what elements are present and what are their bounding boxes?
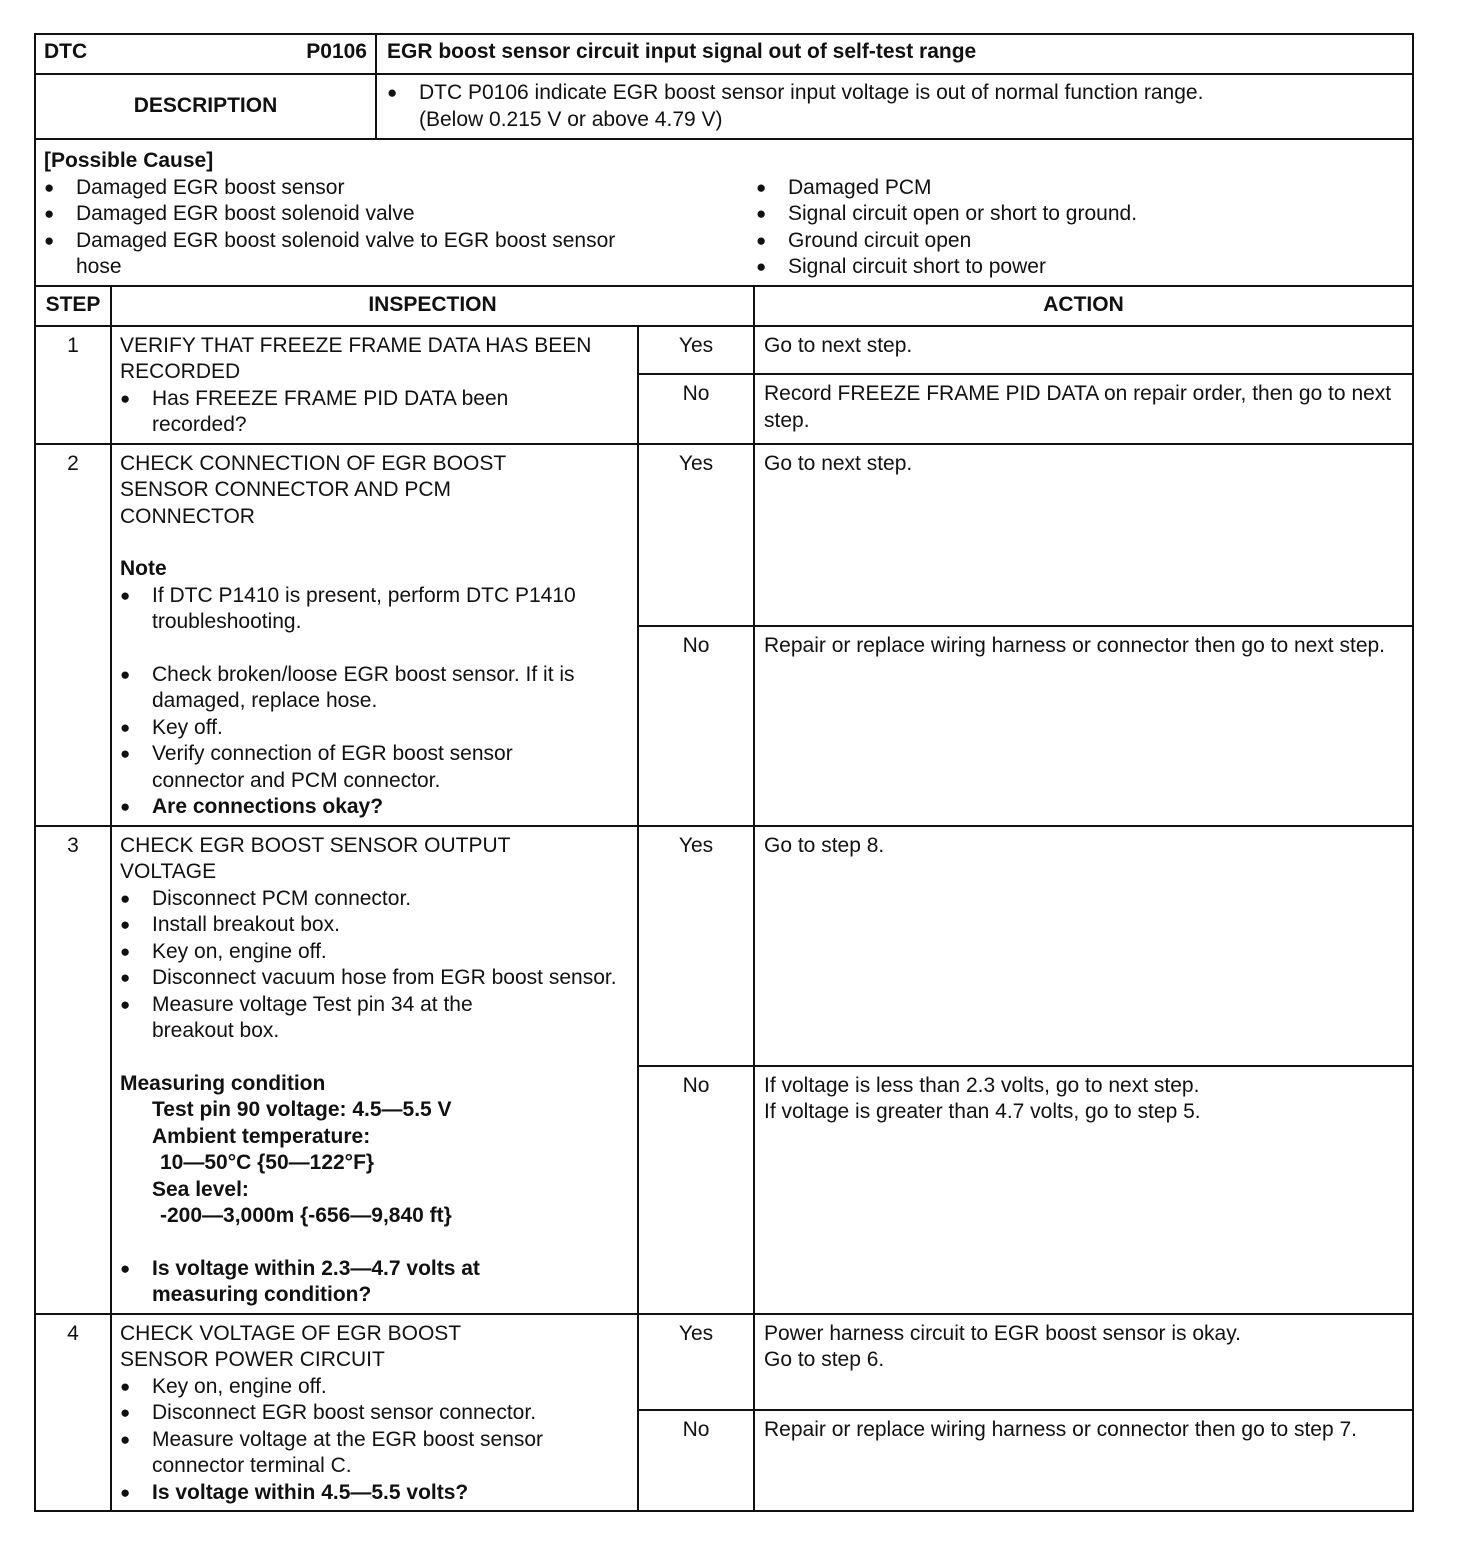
bullet-icon: ● [756,177,767,197]
bullet-icon: ● [44,230,55,250]
description-text [376,74,1413,139]
step-row [35,1314,1413,1410]
possible-cause [35,139,1413,286]
inspection-item: Install breakout box. [152,913,340,936]
yes-action-line-2: Go to step 6. [764,1348,885,1371]
column-inspection: INSPECTION [111,286,754,326]
inspection-question: Are connections okay? [152,795,384,818]
no-label: No [638,1066,754,1314]
bullet-icon: ● [120,744,131,763]
step-row [35,326,1413,375]
no-action: Record FREEZE FRAME PID DATA on repair order, then go to next step. [754,374,1413,443]
possible-cause-heading: [Possible Cause] [44,149,214,172]
inspection-item: Key on, engine off. [152,939,327,963]
cause-item: Signal circuit short to power [788,255,1046,278]
bullet-icon: ● [756,257,767,276]
no-action-line-1: If voltage is less than 2.3 volts, go to next step. [764,1073,1200,1097]
bullet-icon: ● [120,1376,131,1396]
no-action [754,1066,1413,1314]
yes-action: Go to next step. [754,444,1413,626]
cause-item: Damaged EGR boost sensor [76,175,345,199]
step-number: 1 [35,326,111,444]
yes-label: Yes [638,326,754,375]
bullet-icon: ● [756,230,767,250]
bullet-icon: ● [120,994,131,1014]
step-title: CHECK VOLTAGE OF EGR BOOST SENSOR POWER CIRCUIT [120,1321,461,1371]
condition-sea-label: Sea level: [152,1177,249,1201]
cause-item: Damaged EGR boost solenoid valve to EGR boost sensor hose [76,228,616,278]
inspection-item: Disconnect PCM connector. [152,886,412,910]
yes-action [754,1314,1413,1410]
note-item: If DTC P1410 is present, perform DTC P1410 troubleshooting. [152,583,576,633]
note-heading: Note [120,557,167,580]
description-row [35,74,1413,139]
column-action: ACTION [754,286,1413,326]
inspection-item: Verify connection of EGR boost sensor connector and PCM connector. [152,742,513,792]
bullet-icon: ● [120,888,131,908]
inspection-question: Is voltage within 4.5—5.5 volts? [152,1480,469,1504]
bullet-icon: ● [120,968,131,987]
bullet-icon: ● [120,941,131,961]
inspection-item: Disconnect vacuum hose from EGR boost sensor. [152,966,617,989]
bullet-icon: ● [120,1403,131,1422]
step-number: 3 [35,826,111,1314]
step-title: CHECK EGR BOOST SENSOR OUTPUT VOLTAGE [120,833,511,883]
dtc-code: P0106 [306,40,367,63]
bullet-icon: ● [756,204,767,223]
yes-label: Yes [638,826,754,1066]
no-label: No [638,374,754,443]
no-action: Repair or replace wiring harness or connector then go to next step. [754,626,1413,826]
cause-item: Damaged PCM [788,175,932,199]
yes-label: Yes [638,1314,754,1410]
step-row [35,444,1413,626]
description-label: DESCRIPTION [35,74,376,139]
inspection-cell [111,326,638,444]
dtc-label: DTC [44,40,88,63]
cause-list-right [756,175,1404,281]
step-number: 2 [35,444,111,826]
bullet-icon: ● [120,717,131,737]
step-row [35,826,1413,1066]
inspection-cell [111,444,638,826]
inspection-item: Key off. [152,715,223,739]
condition-testpin: Test pin 90 voltage: 4.5—5.5 V [152,1098,452,1121]
no-label: No [638,626,754,826]
step-number: 4 [35,1314,111,1512]
inspection-item: Key on, engine off. [152,1374,327,1398]
no-label: No [638,1410,754,1512]
inspection-cell [111,1314,638,1512]
inspection-item: Measure voltage at the EGR boost sensor connector terminal C. [152,1427,544,1477]
inspection-item: Has FREEZE FRAME PID DATA been recorded? [152,386,509,436]
bullet-icon: ● [120,1429,131,1449]
inspection-item: Check broken/loose EGR boost sensor. If it is damaged, replace hose. [152,662,575,712]
bullet-icon: ● [120,664,131,684]
condition-ambient-label: Ambient temperature: [152,1124,371,1148]
bullet-icon: ● [120,797,131,816]
cause-item: Damaged EGR boost solenoid valve [76,202,415,225]
column-header-row [35,286,1413,326]
yes-label: Yes [638,444,754,626]
step-title: VERIFY THAT FREEZE FRAME DATA HAS BEEN RECORDED [120,333,592,383]
header-row [35,34,1413,74]
condition-sea-value: -200—3,000m {-656—9,840 ft} [160,1204,452,1227]
inspection-item: Measure voltage Test pin 34 at the breakout box. [152,992,473,1042]
no-action-line-2: If voltage is greater than 4.7 volts, go to step 5. [764,1100,1201,1123]
bullet-icon: ● [120,915,131,934]
inspection-question: Is voltage within 2.3—4.7 volts at measuring condition? [152,1256,480,1306]
dtc-table [34,33,1414,1512]
no-action: Repair or replace wiring harness or connector then go to step 7. [754,1410,1413,1512]
inspection-item: Disconnect EGR boost sensor connector. [152,1401,537,1424]
inspection-cell [111,826,638,1314]
bullet-icon: ● [120,585,131,605]
yes-action: Go to next step. [754,326,1413,375]
bullet-icon: ● [120,1258,131,1278]
bullet-icon: ● [44,177,55,197]
description-line-2: (Below 0.215 V or above 4.79 V) [419,107,723,131]
condition-heading: Measuring condition [120,1071,326,1095]
cause-item: Signal circuit open or short to ground. [788,202,1138,225]
bullet-icon: ● [387,83,398,102]
yes-action-line-1: Power harness circuit to EGR boost sensor is okay. [764,1321,1241,1345]
description-line-1: DTC P0106 indicate EGR boost sensor input voltage is out of normal function range. [419,81,1204,104]
cause-item: Ground circuit open [788,228,972,252]
possible-cause-row [35,139,1413,286]
dtc-title: EGR boost sensor circuit input signal out of self-test range [376,34,1413,74]
bullet-icon: ● [120,388,131,408]
column-step: STEP [35,286,111,326]
condition-ambient-value: 10—50°C {50—122°F} [160,1151,375,1174]
dtc-cell [35,34,376,74]
yes-action: Go to step 8. [754,826,1413,1066]
cause-list-left [44,175,756,281]
bullet-icon: ● [120,1482,131,1502]
step-title: CHECK CONNECTION OF EGR BOOST SENSOR CONNECTOR AND PCM CONNECTOR [120,451,506,528]
bullet-icon: ● [44,204,55,223]
